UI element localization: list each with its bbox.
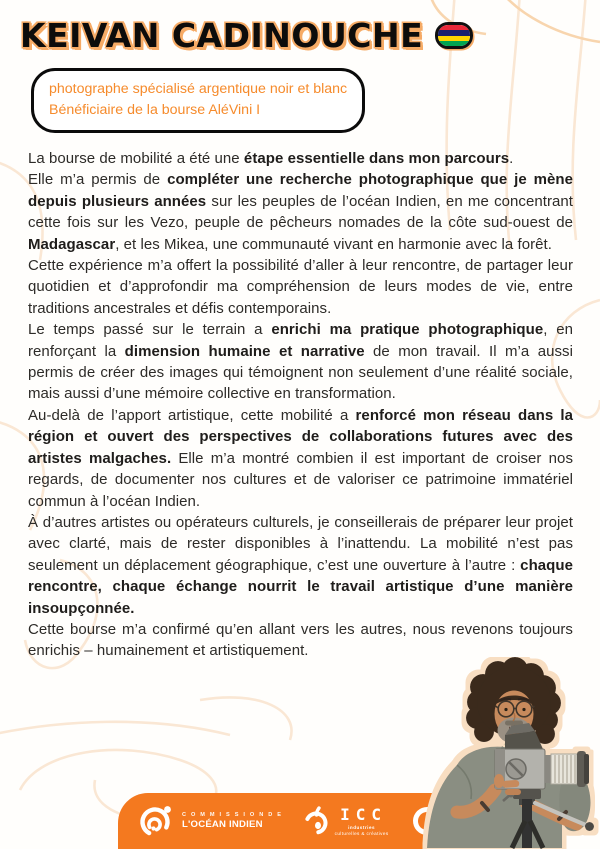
paragraph: Au-delà de l’apport artistique, cette mobilité a renforcé mon réseau dans la région et ouvert des perspectives de collaborations futures avec des artistes malgaches. Elle m’a montré combien il est important de croiser nos regards, de documenter nos cultures et de valoriser ce patrimoine immatériel commun à l’océan Indien. — [28, 406, 573, 510]
paragraph: Le temps passé sur le terrain a enrichi ma pratique photographique, en renforçant la dimension humaine et narrative de mon travail. Il m’a aussi permis de créer des images qui témoignent non seulement d’une réalité sociale, mais aussi d’une mémoire collective en transformation. — [28, 321, 573, 403]
paragraph: Cette expérience m’a offert la possibilité d’aller à leur rencontre, de partager leur quotidien et d’approfondir ma compréhension de leurs modes de vie, entre traditions ancestrales et défis contemporains. — [28, 257, 573, 317]
mauritius-flag-icon — [435, 22, 473, 49]
icc-title: ICC — [340, 804, 388, 824]
body-text — [28, 148, 573, 662]
icc-sub1: industries — [348, 824, 376, 830]
coi-logo-text — [182, 812, 283, 830]
paragraph: Elle m’a permis de compléter une recherche photographique que je mène depuis plusieurs années sur les peuples de l’océan Indien, en me concentrant cette fois sur les Vezo, peuple de pêcheurs nomades de la côte sud-ouest de Madagascar, et les Mikea, une communauté vivant en harmonie avec la forêt. — [28, 171, 574, 253]
coi-line2: L'OCÉAN INDIEN — [182, 819, 263, 830]
tagline-box — [31, 68, 365, 133]
icc-sub2: culturelles & créatives — [334, 830, 389, 836]
paragraph: Cette bourse m’a confirmé qu’en allant vers les autres, nous revenons toujours enrichis – humainement et artistiquement. — [28, 620, 573, 660]
icc-swoosh-icon — [305, 804, 329, 838]
tagline-line1: photographe spécialisé argentique noir et blanc — [49, 81, 348, 97]
coi-rings-icon — [138, 801, 176, 841]
logo-commission-ocean-indien — [138, 801, 283, 841]
tagline-line2: Bénéficiaire de la bourse AléVini I — [49, 102, 261, 118]
coi-line1: C O M M I S S I O N D E — [182, 812, 283, 818]
header — [20, 16, 473, 55]
paragraph: À d’autres artistes ou opérateurs culturels, je conseillerais de préparer leur projet avec clarté, mais de rester disponibles à l’inattendu. La mobilité n’est pas seulement un déplacement géographique, c’est une ouverture à l’autre : chaque rencontre, chaque échange nourrit le travail artistique d’une manière insoupçonnée. — [28, 513, 573, 617]
page-title: KEIVAN CADINOUCHE — [20, 16, 424, 55]
photographer-photo-cutout — [365, 657, 600, 849]
paragraph: La bourse de mobilité a été une étape essentielle dans mon parcours. — [28, 150, 514, 167]
